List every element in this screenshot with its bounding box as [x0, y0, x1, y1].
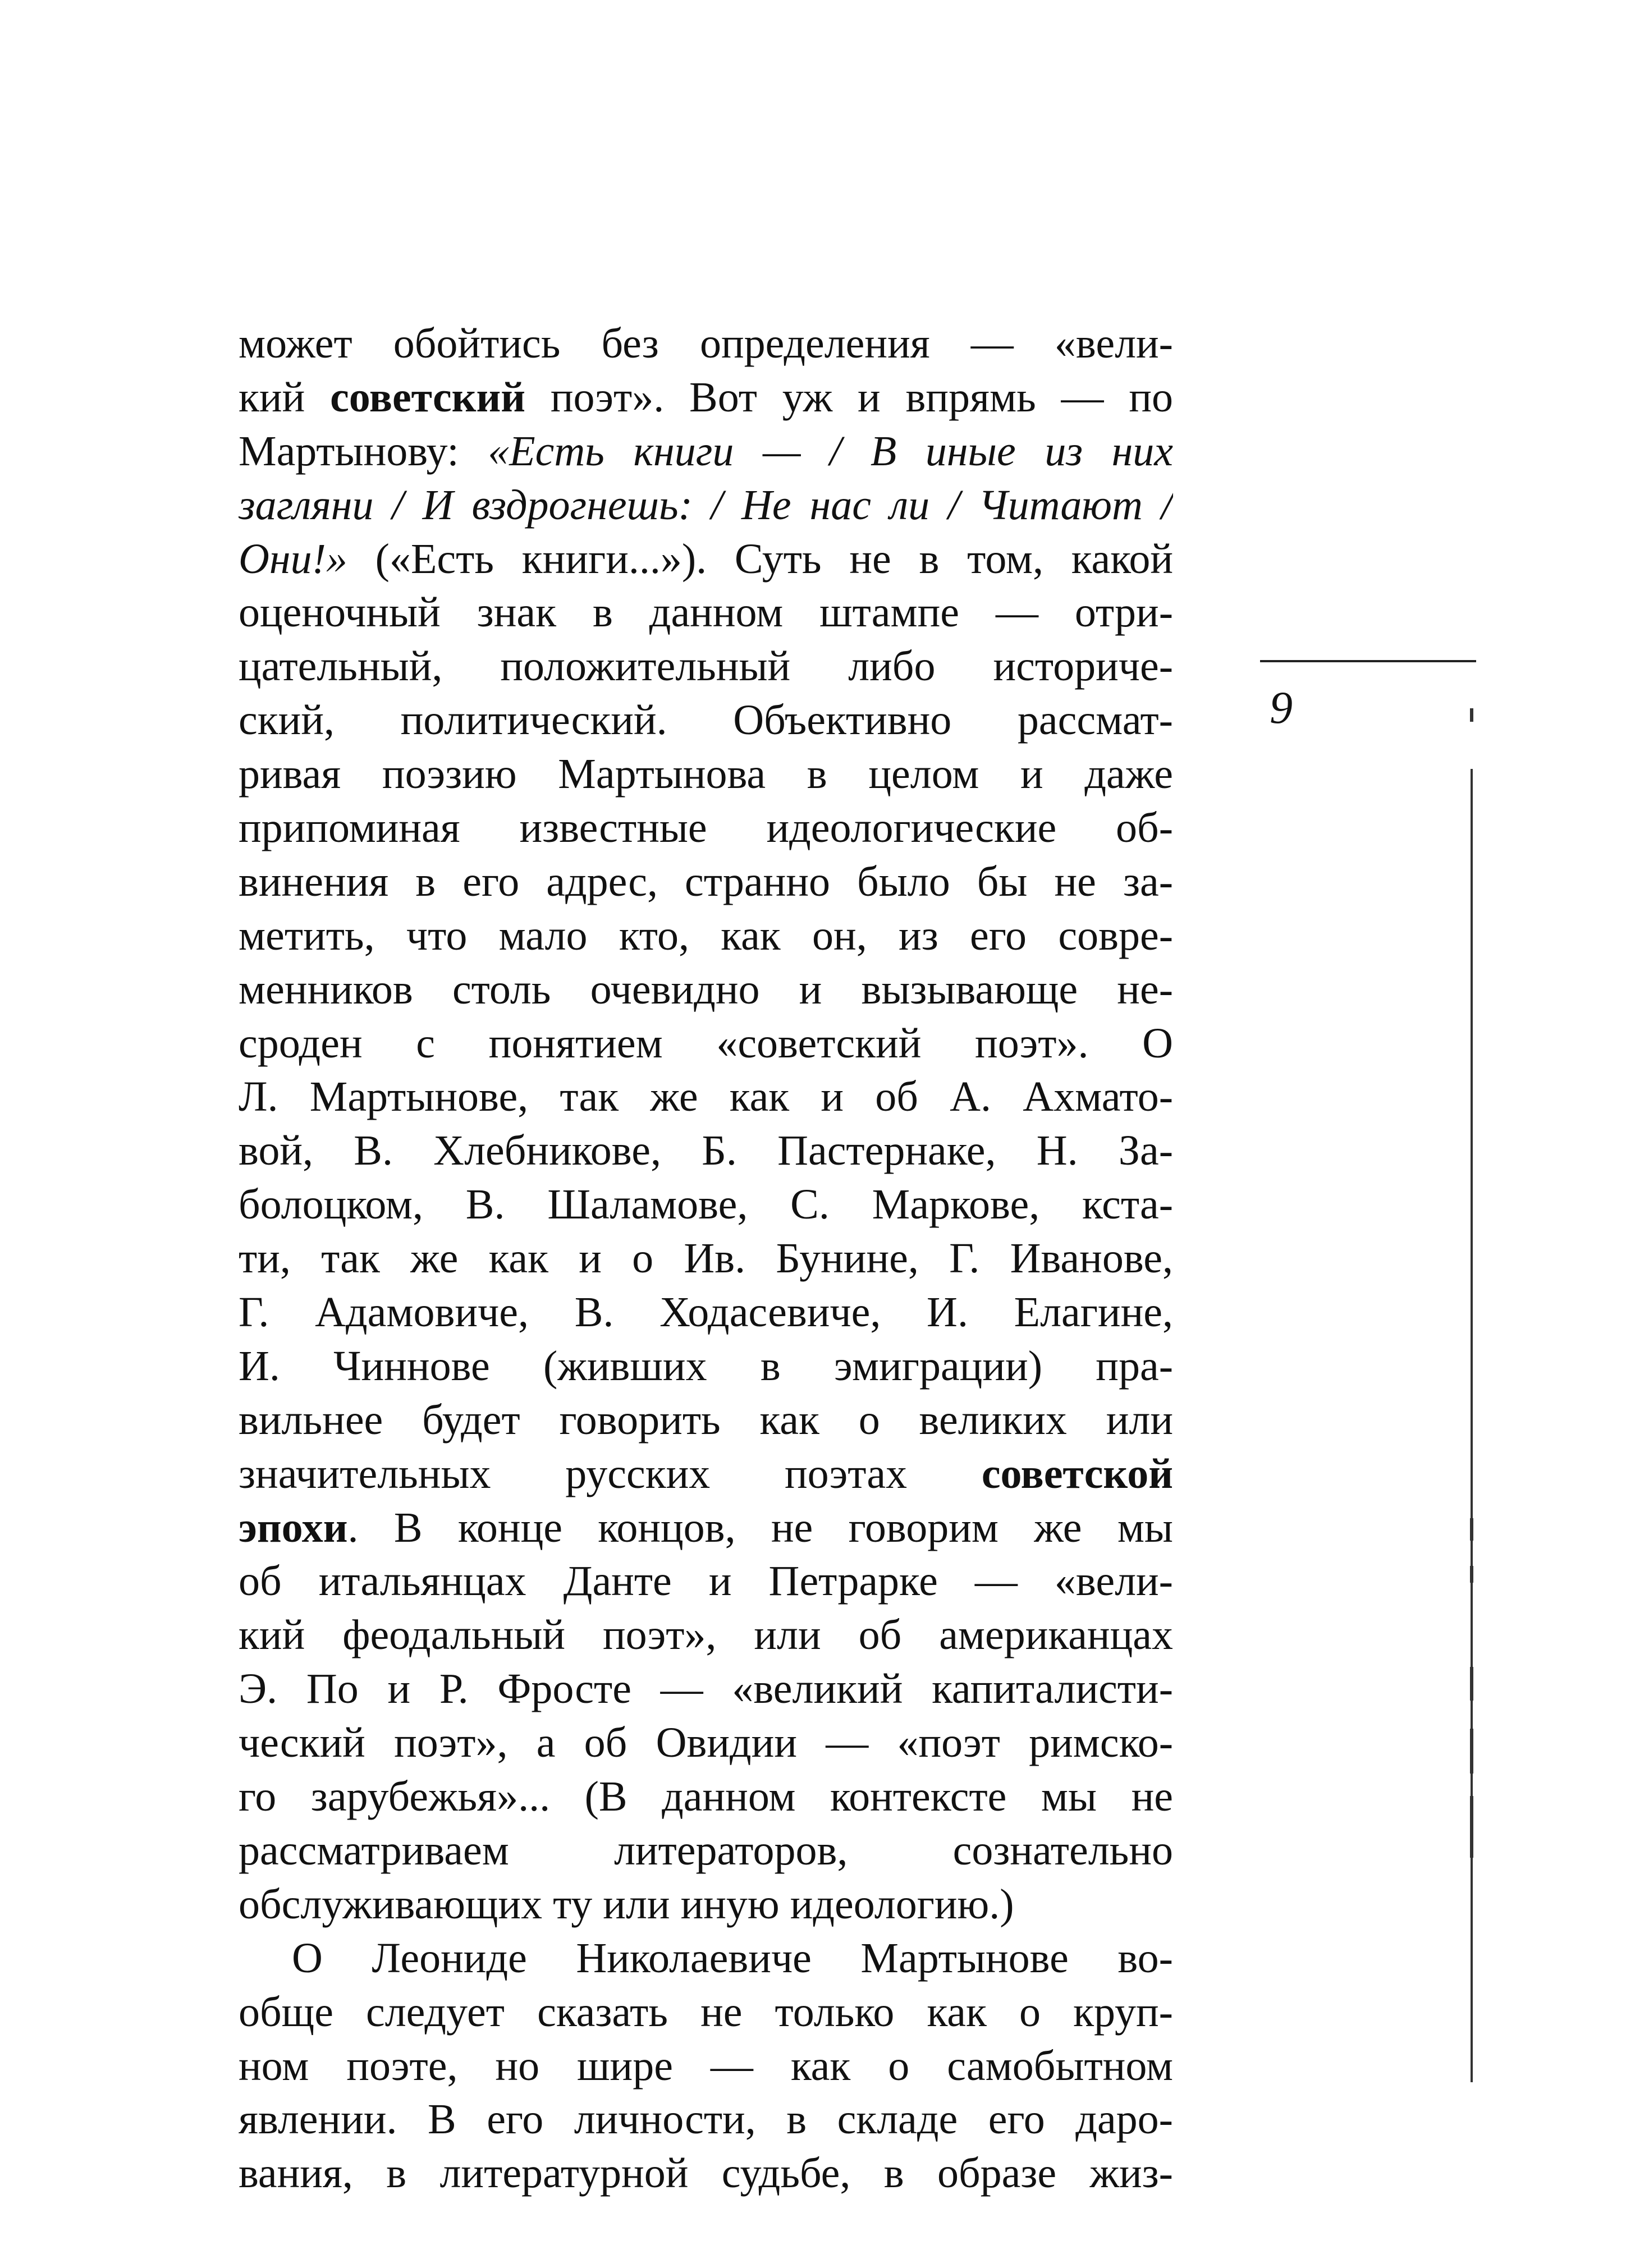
text-run: Мартынову: [239, 427, 488, 475]
text-run: поэт». Вот уж и впрямь — по [525, 373, 1173, 421]
text-line [239, 425, 1173, 479]
text-line: ти, так же как и о Ив. Бунине, Г. Иванове, [239, 1235, 1173, 1282]
paragraph-first-line: О Леониде Николаевиче Мартынове во- [292, 1934, 1173, 1982]
text-line: ривая поэзию Мартынова в целом и даже [239, 750, 1173, 798]
text-line: Э. По и Р. Фросте — «великий капиталисти- [239, 1665, 1173, 1713]
text-line [239, 1501, 1173, 1555]
quoted-verse: «Есть книги — / В иные из них [488, 427, 1173, 475]
text-line: ский, политический. Объективно рассмат- [239, 697, 1173, 744]
text-run: . В конце концов, не говорим же мы [347, 1504, 1173, 1551]
page-edge-line [1471, 769, 1473, 2082]
text-line: сроден с понятием «советский поэт». О [239, 1019, 1173, 1067]
text-line: вильнее будет говорить как о великих или [239, 1396, 1173, 1444]
text-line [239, 533, 1173, 587]
text-line: Л. Мартынове, так же как и об А. Ахмато- [239, 1073, 1173, 1121]
text-line: рассматриваем литераторов, сознательно [239, 1826, 1173, 1874]
page-edge-mark [1470, 1518, 1473, 1541]
page-edge-mark [1470, 1729, 1473, 1774]
text-line [239, 1447, 1173, 1501]
bold-term: советской [981, 1450, 1173, 1497]
quoted-verse-line: загляни / И вздрогнешь: / Не нас ли / Читают / [239, 481, 1173, 529]
text-line: И. Чиннове (живших в эмиграции) пра- [239, 1342, 1173, 1390]
text-line: болоцком, В. Шаламове, С. Маркове, кста- [239, 1181, 1173, 1229]
bold-term: эпохи [239, 1504, 348, 1551]
text-line: может обойтись без определения — «вели- [239, 320, 1173, 367]
text-line: явлении. В его личности, в складе его даро- [239, 2096, 1173, 2143]
text-line: об итальянцах Данте и Петрарке — «вели- [239, 1557, 1173, 1605]
text-line: вой, В. Хлебникове, Б. Пастернаке, Н. За- [239, 1127, 1173, 1175]
text-line [239, 371, 1173, 425]
page-edge-mark [1470, 1796, 1473, 1858]
page-edge-mark [1470, 708, 1473, 722]
text-line: ческий поэт», а об Овидии — «поэт римско- [239, 1719, 1173, 1767]
text-line: го зарубежья»... (В данном контексте мы не [239, 1773, 1173, 1821]
page-number: 9 [1270, 682, 1293, 733]
text-line: метить, что мало кто, как он, из его совре- [239, 911, 1173, 959]
text-line: вания, в литературной судьбе, в образе жиз- [239, 2150, 1173, 2197]
text-line: обслуживающих ту или иную идеологию.) [239, 1880, 1014, 1928]
page-edge-mark [1470, 1566, 1473, 1583]
text-line: ном поэте, но шире — как о самобытном [239, 2042, 1173, 2090]
body-text [239, 317, 1173, 2201]
margin-rule [1260, 660, 1476, 662]
text-line: Г. Адамовиче, В. Ходасевиче, И. Елагине, [239, 1289, 1173, 1336]
quoted-verse: Они!» [239, 535, 347, 583]
text-line: менников столь очевидно и вызывающе не- [239, 965, 1173, 1013]
text-line: обще следует сказать не только как о круп- [239, 1988, 1173, 2036]
page-edge-mark [1470, 1667, 1473, 1701]
text-line: оценочный знак в данном штампе — отри- [239, 589, 1173, 636]
text-run: («Есть книги...»). Суть не в том, какой [347, 535, 1173, 583]
bold-term: советский [330, 373, 526, 421]
text-line: кий феодальный поэт», или об американцах [239, 1611, 1173, 1659]
text-line: винения в его адрес, странно было бы не за- [239, 858, 1173, 905]
text-line: припоминая известные идеологические об- [239, 804, 1173, 852]
text-line: цательный, положительный либо историче- [239, 643, 1173, 690]
text-run: значительных русских поэтах [239, 1450, 982, 1497]
text-run: кий [239, 373, 331, 421]
